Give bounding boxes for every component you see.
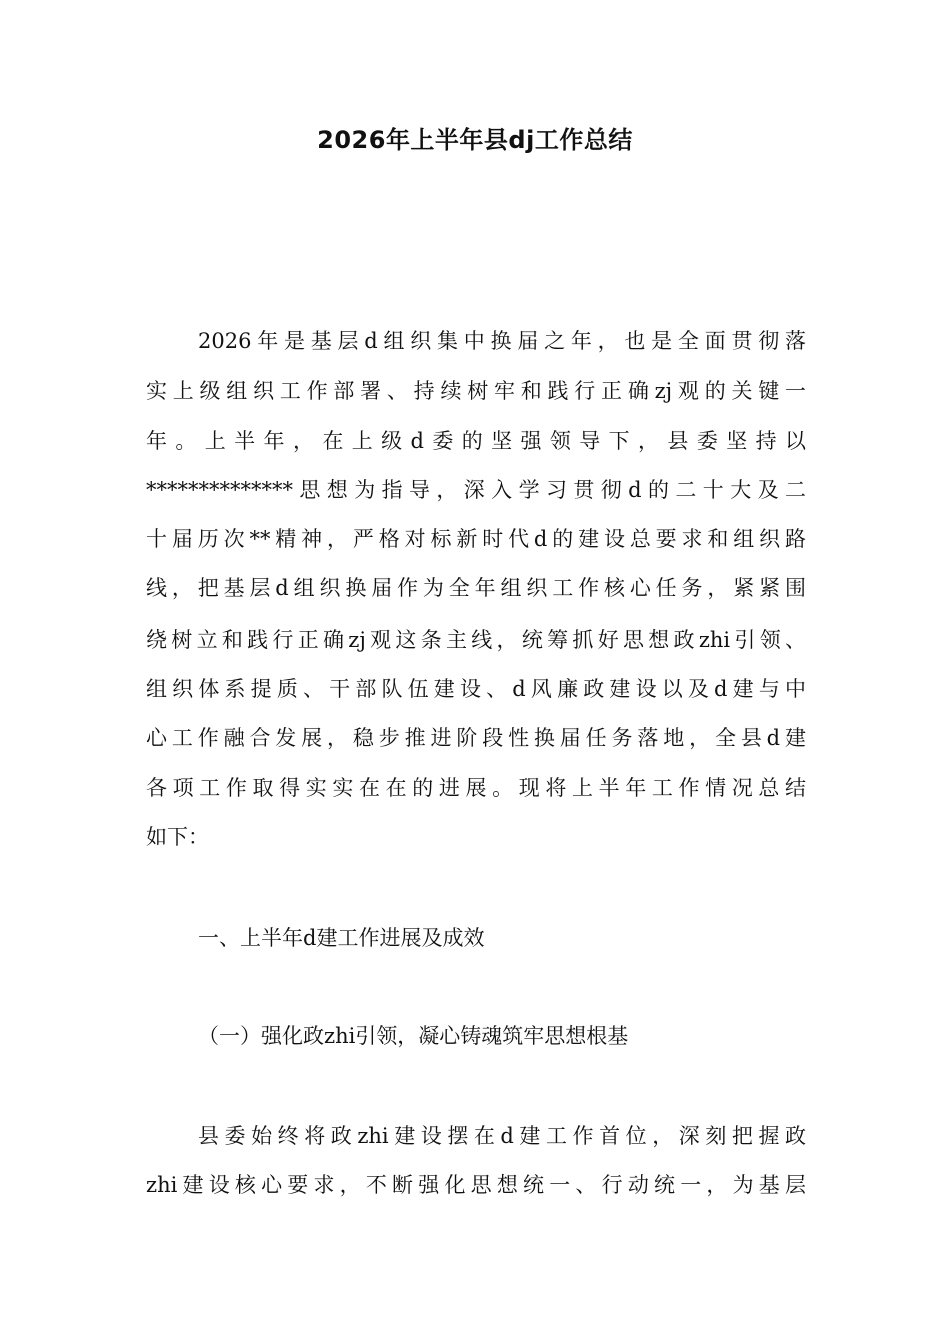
- body-line: 县委始终将政zhi建设摆在d建工作首位，深刻把握政: [198, 1124, 806, 1148]
- intro-line: 绕树立和践行正确zj观这条主线，统筹抓好思想政zhi引领、: [146, 628, 806, 652]
- document-title: 2026年上半年县dj工作总结: [317, 126, 633, 154]
- intro-line: 年。上半年，在上级d委的坚强领导下，县委坚持以: [146, 429, 806, 453]
- intro-line: 十届历次**精神，严格对标新时代d的建设总要求和组织路: [146, 527, 806, 551]
- intro-line: 各项工作取得实实在在的进展。现将上半年工作情况总结: [146, 776, 806, 800]
- intro-line: **************思想为指导，深入学习贯彻d的二十大及二: [146, 478, 806, 502]
- body-line: zhi建设核心要求，不断强化思想统一、行动统一，为基层: [146, 1173, 806, 1197]
- intro-line: 如下：: [146, 825, 209, 849]
- subsection-heading: （一）强化政zhi引领，凝心铸魂筑牢思想根基: [198, 1024, 629, 1048]
- intro-line: 实上级组织工作部署、持续树牢和践行正确zj观的关键一: [146, 379, 806, 403]
- intro-line: 2026年是基层d组织集中换届之年，也是全面贯彻落: [198, 329, 806, 353]
- intro-line: 组织体系提质、干部队伍建设、d风廉政建设以及d建与中: [146, 677, 806, 701]
- section-heading: 一、上半年d建工作进展及成效: [198, 926, 485, 950]
- intro-line: 心工作融合发展，稳步推进阶段性换届任务落地，全县d建: [146, 726, 806, 750]
- intro-line: 线，把基层d组织换届作为全年组织工作核心任务，紧紧围: [146, 576, 806, 600]
